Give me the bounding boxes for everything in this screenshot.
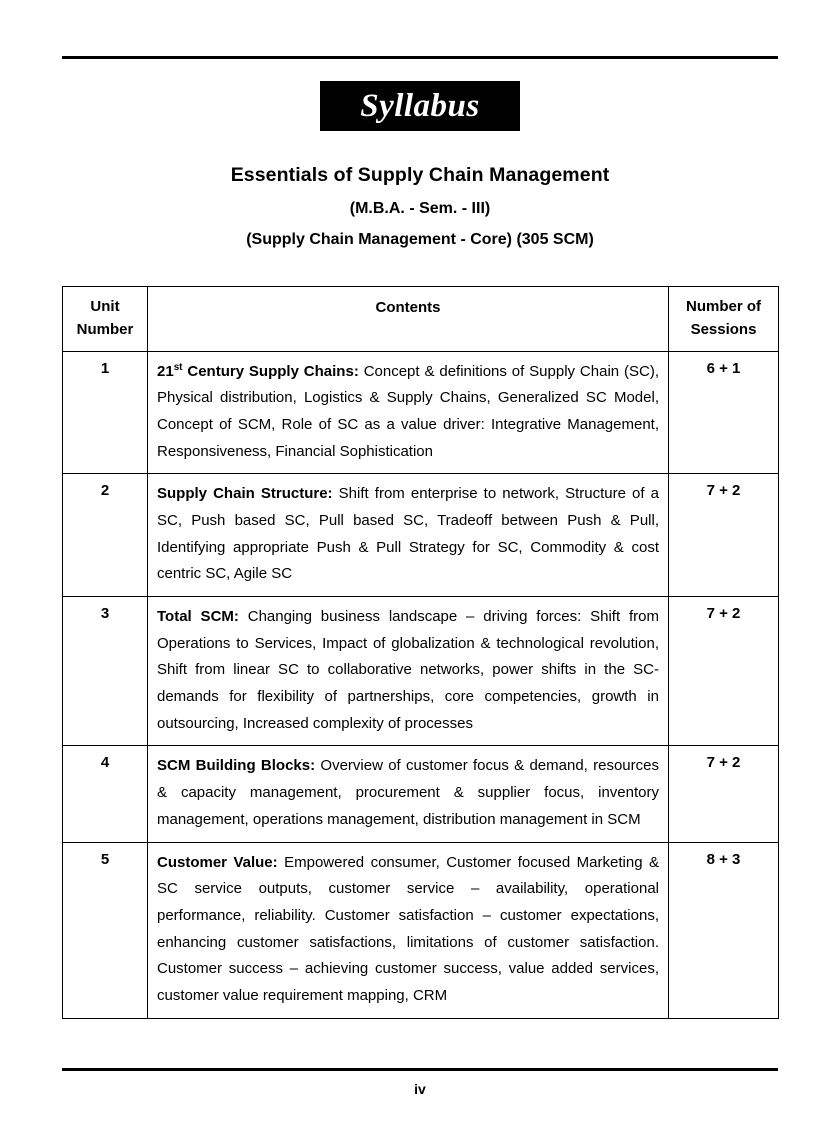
unit-topic: 21: [157, 362, 174, 380]
table-row: [63, 474, 779, 597]
unit-topic: SCM Building Blocks:: [157, 757, 316, 775]
syllabus-banner-title: Syllabus: [360, 87, 480, 124]
sessions-line1: Number of: [686, 298, 761, 315]
syllabus-table: [62, 286, 779, 1019]
unit-number-line1: Unit: [90, 298, 120, 315]
unit-number: 1: [63, 351, 148, 474]
unit-topic: Supply Chain Structure:: [157, 485, 333, 503]
unit-contents: [148, 474, 669, 597]
unit-topic: Total SCM:: [157, 608, 239, 625]
sessions-line2: Sessions: [690, 321, 757, 339]
unit-body: Overview of customer focus & demand, resources & capacity management, procurement & supplier focus, inventory management, operations management, distribution management in SCM: [157, 757, 659, 828]
table-row: [63, 351, 779, 474]
unit-number: 4: [63, 746, 148, 842]
unit-sessions: 6 + 1: [669, 351, 779, 474]
column-header-sessions: [669, 287, 779, 352]
unit-body: Empowered consumer, Customer focused Marketing & SC service outputs, customer service – availability, operational performance, reliability. Customer satisfaction – customer expectations, enhancing customer satisfactions, limitations of customer satisfaction. Customer success – achieving customer success, value added services, customer value requirement mapping, CRM: [157, 853, 659, 1004]
course-heading-block: [62, 164, 778, 249]
unit-sessions: 8 + 3: [669, 842, 779, 1018]
unit-sessions: 7 + 2: [669, 746, 779, 842]
table-row: [63, 746, 779, 842]
unit-body: Concept & definitions of Supply Chain (SC), Physical distribution, Logistics & Supply Chains, Generalized SC Model, Concept of SCM, Role of SC as a value driver: Integrative Management, Responsiveness, Financial Sophistication: [157, 362, 659, 460]
unit-number: 2: [63, 474, 148, 597]
table-row: [63, 597, 779, 746]
unit-number: 5: [63, 842, 148, 1018]
unit-sessions: 7 + 2: [669, 597, 779, 746]
unit-contents: [148, 842, 669, 1018]
unit-body: Changing business landscape – driving forces: Shift from Operations to Services, Impact of globalization & technological revolution, Shift from linear SC to collaborative networks, power shifts in the SC- demands for flexibility of partnerships, core competencies, growth in outsourcing, Increased complexity of processes: [157, 608, 659, 732]
course-title: Essentials of Supply Chain Management: [230, 164, 610, 186]
table-header-row: [63, 287, 779, 352]
specialization-line: (Supply Chain Management - Core) (305 SCM): [246, 230, 594, 248]
column-header-unit-number: [63, 287, 148, 352]
unit-sessions: 7 + 2: [669, 474, 779, 597]
ordinal-suffix: st: [173, 361, 183, 373]
page-number: iv: [414, 1081, 426, 1097]
unit-body: Shift from enterprise to network, Structure of a SC, Push based SC, Pull based SC, Tradeoff between Push & Pull, Identifying appropriate Push & Pull Strategy for SC, Commodity & cost centric SC, Agile SC: [157, 485, 660, 583]
unit-topic-rest: Century Supply Chains:: [182, 362, 359, 380]
header-divider-rule: [62, 56, 778, 59]
unit-contents: [148, 746, 669, 842]
table-row: [63, 842, 779, 1018]
unit-number: 3: [63, 597, 148, 746]
unit-contents: [148, 351, 669, 474]
footer-divider-rule: [62, 1068, 778, 1071]
unit-topic: Customer Value:: [157, 853, 278, 871]
unit-number-line2: Number: [76, 321, 134, 339]
column-header-contents: Contents: [148, 287, 669, 352]
unit-contents: [148, 597, 669, 746]
program-line: (M.B.A. - Sem. - III): [349, 200, 491, 218]
syllabus-banner: [320, 81, 520, 131]
